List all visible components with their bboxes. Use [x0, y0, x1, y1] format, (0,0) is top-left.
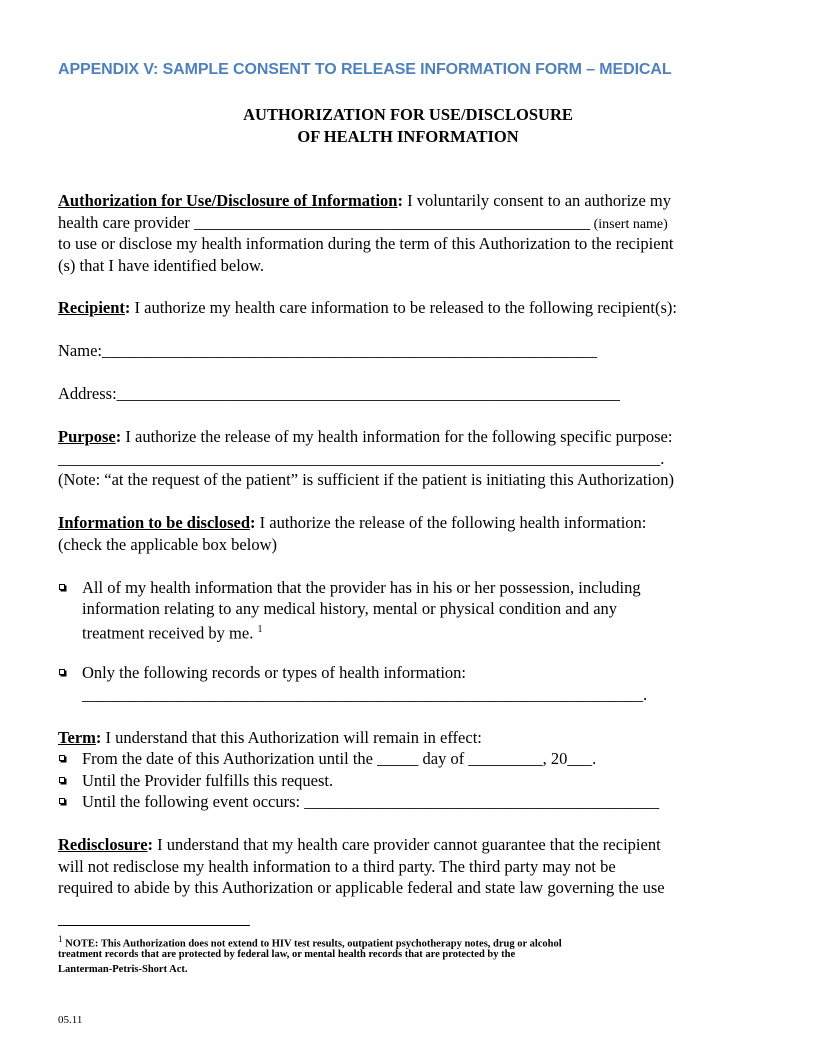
recipient-paragraph — [58, 297, 677, 318]
purpose-paragraph — [58, 426, 672, 447]
footnote-line2: treatment records that are protected by federal law, or mental health records that are protected by the — [58, 949, 516, 960]
name-line — [58, 340, 597, 361]
term-text: I understand that this Authorization will remain in effect: — [101, 728, 482, 747]
purpose-heading: Purpose — [58, 427, 116, 446]
address-line — [58, 383, 620, 404]
insert-name-hint: (insert name) — [590, 217, 668, 232]
information-instruction: (check the applicable box below) — [58, 535, 277, 554]
form-title-line2: OF HEALTH INFORMATION — [297, 127, 519, 146]
purpose-text: I authorize the release of my health information for the following specific purpose: — [121, 427, 673, 446]
term-date-checkbox[interactable] — [59, 755, 65, 761]
term-event-checkbox[interactable] — [59, 798, 65, 804]
option1-line2: information relating to any medical history, mental or physical condition and any — [82, 599, 618, 618]
option1-line3 — [82, 619, 262, 644]
recipient-address-field[interactable]: _____________________________________________________________ — [116, 384, 620, 403]
specific-records-field[interactable]: ____________________________________________________________________. — [82, 685, 648, 704]
version-number: 05.11 — [58, 1014, 83, 1026]
recipient-text: I authorize my health care information to be released to the following recipient(s): — [130, 298, 677, 317]
footnote-number: 1 — [58, 934, 63, 944]
term-paragraph — [58, 727, 482, 748]
name-label: Name: — [58, 341, 102, 360]
term-option3: Until the following event occurs: ___________________________________________ — [82, 792, 659, 811]
option1-line1: All of my health information that the provider has in his or her possession, including — [82, 578, 641, 597]
redisclosure-heading: Redisclosure — [58, 835, 148, 854]
authorization-colon: : — [397, 191, 403, 210]
specific-records-checkbox[interactable] — [59, 669, 65, 675]
authorization-line3: to use or disclose my health information during the term of this Authorization to the recipient — [58, 234, 674, 253]
footnote-line1-text: NOTE: This Authorization does not extend to HIV test results, outpatient psychotherapy notes, drug or alcohol — [62, 938, 562, 950]
purpose-note: (Note: “at the request of the patient” is sufficient if the patient is initiating this Authorization) — [58, 470, 674, 489]
authorization-paragraph — [58, 190, 671, 211]
provider-label: health care provider — [58, 213, 195, 232]
redisclosure-line2: will not redisclose my health information to a third party. The third party may not be — [58, 857, 616, 876]
option2-line1: Only the following records or types of health information: — [82, 663, 466, 682]
footnote-reference: 1 — [257, 624, 263, 635]
redisclosure-text: I understand that my health care provider cannot guarantee that the recipient — [153, 835, 661, 854]
provider-name-field[interactable]: ________________________________________________ — [194, 213, 591, 232]
term-fulfill-checkbox[interactable] — [59, 777, 65, 783]
recipient-heading: Recipient — [58, 298, 125, 317]
purpose-colon: : — [115, 427, 122, 446]
redisclosure-paragraph — [58, 834, 661, 855]
redisclosure-colon: : — [147, 835, 154, 854]
information-colon: : — [250, 513, 256, 532]
term-heading: Term — [58, 728, 96, 747]
term-option2: Until the Provider fulfills this request. — [82, 771, 334, 790]
form-title-line1: AUTHORIZATION FOR USE/DISCLOSURE — [243, 105, 573, 124]
purpose-field[interactable]: _________________________________________________________________________. — [58, 449, 665, 468]
authorization-text: I voluntarily consent to an authorize my — [402, 191, 672, 210]
recipient-colon: : — [124, 298, 131, 317]
appendix-title: APPENDIX V: SAMPLE CONSENT TO RELEASE INFORMATION FORM – MEDICAL — [58, 61, 672, 78]
information-paragraph — [58, 512, 646, 533]
recipient-name-field[interactable]: ____________________________________________________________ — [101, 341, 597, 360]
address-label: Address: — [58, 384, 117, 403]
footnote-line3: Lanterman-Petris-Short Act. — [58, 964, 188, 975]
authorization-heading: Authorization for Use/Disclosure of Information — [58, 191, 398, 210]
information-heading: Information to be disclosed — [58, 513, 251, 532]
authorization-line4: (s) that I have identified below. — [58, 256, 265, 275]
term-option1: From the date of this Authorization until the _____ day of _________, 20___. — [82, 749, 597, 768]
all-information-checkbox[interactable] — [59, 584, 65, 590]
term-colon: : — [95, 728, 102, 747]
footnote-divider — [58, 925, 250, 926]
information-text: I authorize the release of the following health information: — [255, 513, 647, 532]
redisclosure-line3: required to abide by this Authorization or applicable federal and state law governing the use — [58, 878, 665, 897]
provider-line — [58, 212, 668, 235]
option1-line3-text: treatment received by me. — [82, 623, 254, 643]
